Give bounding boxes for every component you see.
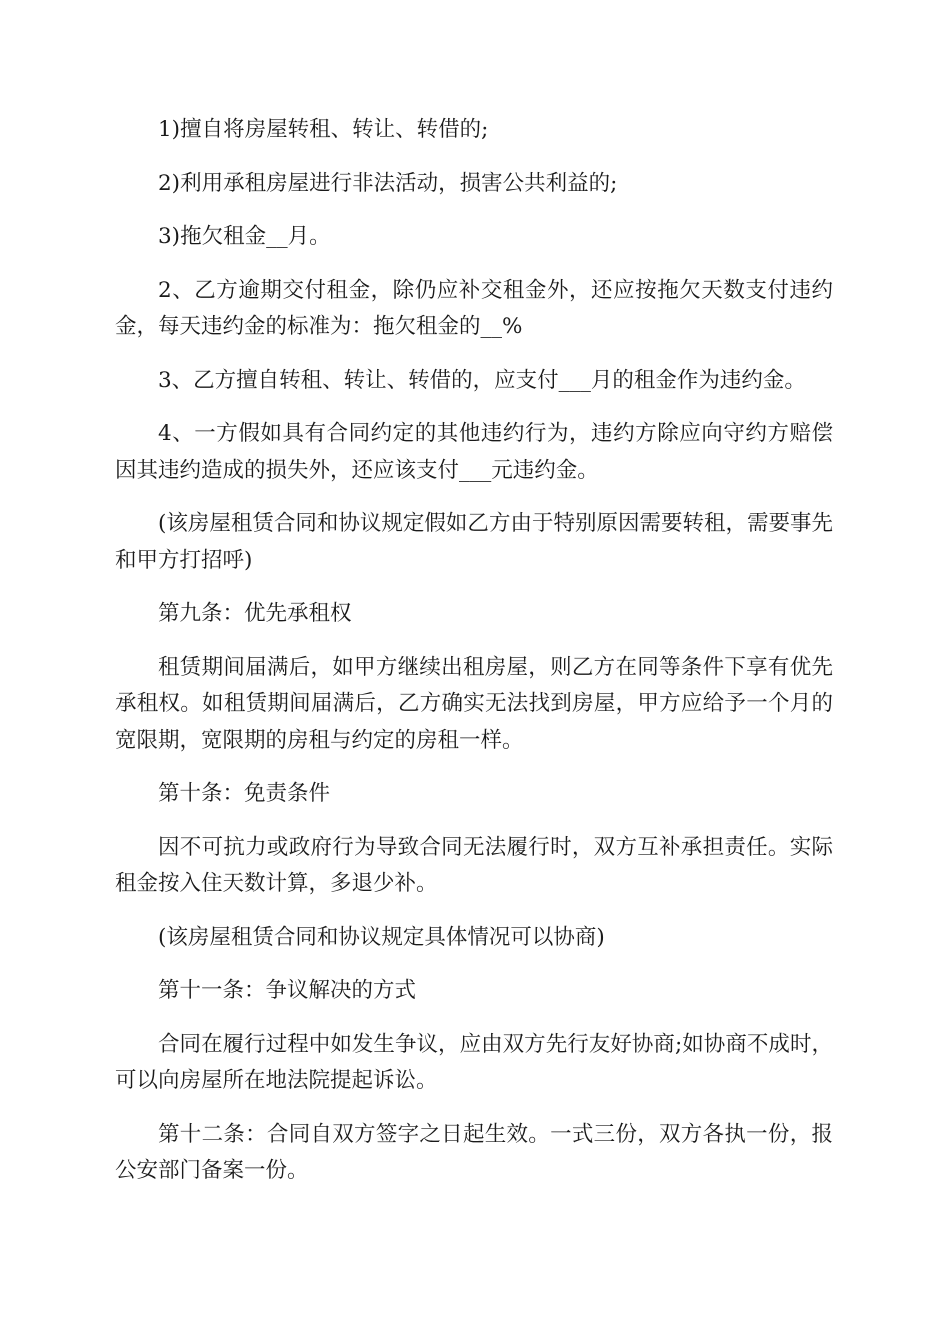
article-10-body: 因不可抗力或政府行为导致合同无法履行时，双方互补承担责任。实际租金按入住天数计算，多退少补。 <box>115 834 833 896</box>
article-9-body: 租赁期间届满后，如甲方继续出租房屋，则乙方在同等条件下享有优先承租权。如租赁期间届满后，乙方确实无法找到房屋，甲方应给予一个月的宽限期，宽限期的房租与约定的房租一样。 <box>115 654 833 753</box>
clause-item-2: 2)利用承租房屋进行非法活动，损害公共利益的; <box>158 170 618 196</box>
other-breach-clause: 4、一方假如具有合同约定的其他违约行为，违约方除应向守约方赔偿因其违约造成的损失外，还应该支付___元违约金。 <box>115 421 833 483</box>
sublease-note: (该房屋租赁合同和协议规定假如乙方由于特别原因需要转租，需要事先和甲方打招呼) <box>115 511 833 573</box>
article-9-heading: 第九条：优先承租权 <box>158 601 352 626</box>
clause-item-3: 3)拖欠租金__月。 <box>158 224 331 249</box>
article-10-heading: 第十条：免责条件 <box>158 781 331 806</box>
document-body <box>115 112 833 1207</box>
article-12-clause: 第十二条：合同自双方签字之日起生效。一式三份，双方各执一份，报公安部门备案一份。 <box>115 1121 833 1183</box>
clause-item-1: 1)擅自将房屋转租、转让、转借的; <box>158 117 489 142</box>
article-11-heading: 第十一条：争议解决的方式 <box>158 978 417 1003</box>
article-11-body: 合同在履行过程中如发生争议，应由双方先行友好协商;如协商不成时，可以向房屋所在地法院提起诉讼。 <box>115 1031 833 1093</box>
sublease-penalty-clause: 3、乙方擅自转租、转让、转借的，应支付___月的租金作为违约金。 <box>158 367 806 393</box>
late-payment-clause: 2、乙方逾期交付租金，除仍应补交租金外，还应按拖欠天数支付违约金，每天违约金的标准为：拖欠租金的__% <box>115 277 833 339</box>
negotiation-note: (该房屋租赁合同和协议规定具体情况可以协商) <box>158 924 605 950</box>
